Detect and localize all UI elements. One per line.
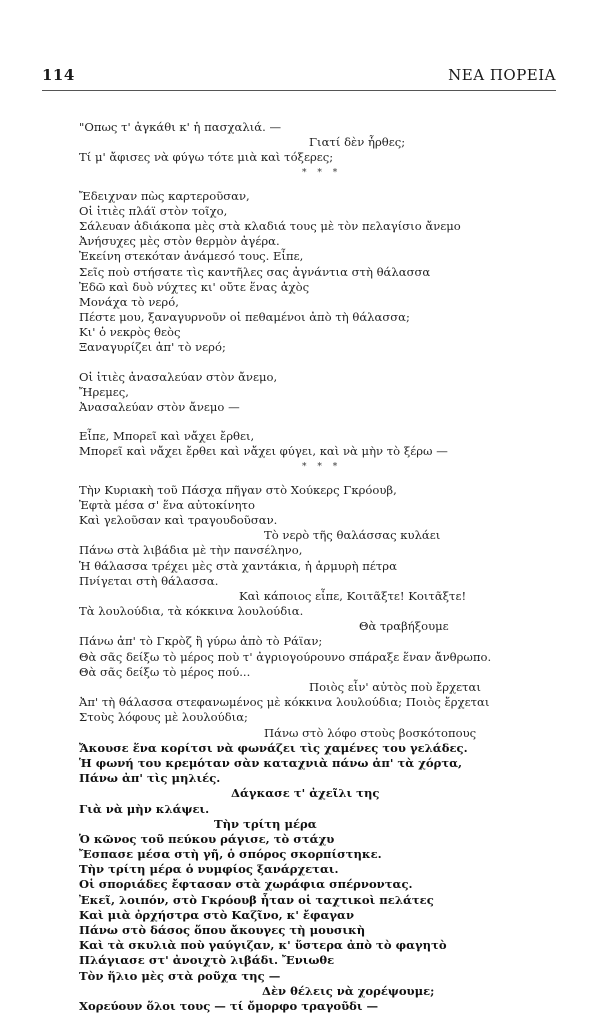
poem-line: Σάλευαν ἀδιάκοπα μὲς στὰ κλαδιά τους μὲ τὸν πελαγίσιο ἄνεμο bbox=[79, 218, 461, 233]
poem-line: Πλάγιασε στ' ἀνοιχτὸ λιβάδι. Ἔνιωθε bbox=[79, 953, 335, 968]
poem-line: Ὁ κῶνος τοῦ πεύκου ράγισε, τὸ στάχυ bbox=[79, 831, 335, 846]
poem-line: Πέστε μου, ξαναγυρνοῦν οἱ πεθαμένοι ἀπὸ τὴ θάλασσα; bbox=[79, 310, 410, 325]
poem-line: Τί μ' ἄφισες νὰ φύγω τότε μιὰ καὶ τόξερες; bbox=[79, 150, 334, 165]
poem-line: Καὶ τὰ σκυλιὰ ποὺ γαύγιζαν, κ' ὕστερα ἀπὸ τὸ φαγητὸ bbox=[79, 938, 447, 953]
poem-line: Οἱ ἰτιὲς ἀνασαλεύαν στὸν ἄνεμο, bbox=[79, 369, 278, 384]
poem-line: Οἱ σποριάδες ἔφτασαν στὰ χωράφια σπέρνοντας. bbox=[79, 877, 413, 892]
poem-line: Θὰ σᾶς δείξω τὸ μέρος πού... bbox=[79, 664, 251, 679]
poem-line: Ἡ φωνή του κρεμόταν σὰν καταχνιὰ πάνω ἀπ' τὰ χόρτα, bbox=[79, 755, 463, 770]
poem-line: Χορεύουν ὅλοι τους — τί ὄμορφο τραγοῦδι — bbox=[79, 998, 379, 1013]
poem-line: Τὰ λουλούδια, τὰ κόκκινα λουλούδια. bbox=[79, 604, 304, 619]
poem-line: Ἡ θάλασσα τρέχει μὲς στὰ χαντάκια, ἡ ἁρμυρὴ πέτρα bbox=[79, 558, 397, 573]
poem-line: Θὰ σᾶς δείξω τὸ μέρος ποὺ τ' ἀγριογούρουνο σπάραξε ἕναν ἄνθρωπο. bbox=[79, 649, 492, 664]
poem-line: Πάνω ἀπ' τὸ Γκρὸζ ἢ γύρω ἀπὸ τὸ Ράϊαν; bbox=[79, 634, 323, 649]
section-separator: * * * bbox=[302, 167, 342, 178]
poem-line: Τὴν Κυριακὴ τοῦ Πάσχα πῆγαν στὸ Χούκερς Γκρόουβ, bbox=[79, 482, 397, 497]
poem-line: Πάνω στὰ λιβάδια μὲ τὴν πανσέληνο, bbox=[79, 543, 303, 558]
poem-line: Ἀνασαλεύαν στὸν ἄνεμο — bbox=[79, 400, 240, 414]
poem-line: Σεῖς ποὺ στήσατε τὶς καντῆλες σας ἀγνάντια στὴ θάλασσα bbox=[79, 264, 431, 279]
poem-line: Ξαναγυρίζει ἀπ' τὸ νερό; bbox=[79, 340, 226, 355]
poem-line: Κι' ὁ νεκρὸς θεὸς bbox=[79, 325, 181, 340]
poem-line: Θὰ τραβήξουμε bbox=[359, 619, 449, 634]
poem-body bbox=[79, 120, 524, 1014]
poem-line: Ἤρεμες, bbox=[79, 384, 129, 399]
poem-line: Τὴν τρίτη μέρα bbox=[214, 816, 317, 831]
poem-line: Πάνω στὸ λόφο στοὺς βοσκότοπους bbox=[264, 725, 477, 740]
poem-line: Πάνω ἀπ' τὶς μηλιές. bbox=[79, 771, 221, 786]
poem-line: Ἀπ' τὴ θάλασσα στεφανωμένος μὲ κόκκινα λουλούδια; Ποιὸς ἔρχεται bbox=[79, 695, 490, 710]
poem-line: "Οπως τ' ἀγκάθι κ' ἡ πασχαλιά. — bbox=[79, 120, 282, 134]
poem-line: Ἔσπασε μέσα στὴ γῆ, ὁ σπόρος σκορπίστηκε. bbox=[79, 847, 382, 862]
stanza-spacer bbox=[79, 415, 524, 429]
header-rule bbox=[42, 90, 556, 91]
stanza-spacer bbox=[79, 475, 524, 483]
poem-line: Ποιὸς εἶν' αὐτὸς ποὺ ἔρχεται bbox=[309, 680, 481, 694]
poem-line: Πάνω στὸ δάσος ὅπου ἄκουγες τὴ μουσικὴ bbox=[79, 923, 366, 937]
poem-line: Γιατί δὲν ἦρθες; bbox=[309, 135, 406, 150]
page-number: 114 bbox=[42, 66, 75, 84]
poem-line: Τὴν τρίτη μέρα ὁ νυμφίος ξανάρχεται. bbox=[79, 862, 339, 877]
poem-line: Ἐφτὰ μέσα σ' ἕνα αὐτοκίνητο bbox=[79, 497, 255, 512]
poem-line: Γιὰ νὰ μὴν κλάψει. bbox=[79, 801, 210, 816]
poem-line: Δάγκασε τ' ἀχεῖλι της bbox=[231, 786, 380, 801]
poem-line: Καὶ γελοῦσαν καὶ τραγουδοῦσαν. bbox=[79, 512, 278, 527]
poem-line: Καὶ μιὰ ὀρχήστρα στὸ Καζῖνο, κ' ἔφαγαν bbox=[79, 907, 355, 922]
poem-line: Πνίγεται στὴ θάλασσα. bbox=[79, 573, 219, 588]
journal-title: ΝΕΑ ΠΟΡΕΙΑ bbox=[448, 66, 556, 84]
poem-line: Τὸν ἥλιο μὲς στὰ ροῦχα της — bbox=[79, 968, 281, 983]
poem-line: Μπορεῖ καὶ νἄχει ἔρθει καὶ νἄχει φύγει, καὶ νὰ μὴν τὸ ξέρω — bbox=[79, 444, 448, 459]
poem-line: Οἱ ἰτιὲς πλάϊ στὸν τοῖχο, bbox=[79, 203, 228, 218]
stanza-spacer bbox=[79, 181, 524, 189]
poem-line: Ἀνήσυχες μὲς στὸν θερμὸν ἀγέρα. bbox=[79, 234, 280, 249]
poem-line: Ἔδειχναν πὼς καρτεροῦσαν, bbox=[79, 188, 250, 203]
section-separator: * * * bbox=[302, 461, 342, 472]
poem-line: Ἄκουσε ἕνα κορίτσι νὰ φωνάζει τὶς χαμένες του γελάδες. bbox=[79, 740, 468, 755]
poem-line: Εἶπε, Μπορεῖ καὶ νἄχει ἔρθει, bbox=[79, 429, 255, 444]
stanza-spacer bbox=[79, 356, 524, 370]
poem-line: Ἐκείνη στεκόταν ἀνάμεσό τους. Εἶπε, bbox=[79, 249, 304, 264]
poem-line: Στοὺς λόφους μὲ λουλούδια; bbox=[79, 710, 248, 725]
poem-line: Δὲν θέλεις νὰ χορέψουμε; bbox=[262, 983, 435, 998]
poem-line: Ἐδῶ καὶ δυὸ νύχτες κι' οὔτε ἕνας ἀχὸς bbox=[79, 279, 310, 294]
running-header bbox=[42, 66, 556, 88]
poem-line: Τὸ νερὸ τῆς θαλάσσας κυλάει bbox=[264, 528, 441, 543]
poem-line: Καὶ κάποιος εἶπε, Κοιτᾶξτε! Κοιτᾶξτε! bbox=[239, 588, 467, 603]
poem-line: Μονάχα τὸ νερό, bbox=[79, 294, 179, 309]
poem-line: Ἐκεῖ, λοιπόν, στὸ Γκρόουβ ἦταν οἱ ταχτικοὶ πελάτες bbox=[79, 892, 434, 907]
